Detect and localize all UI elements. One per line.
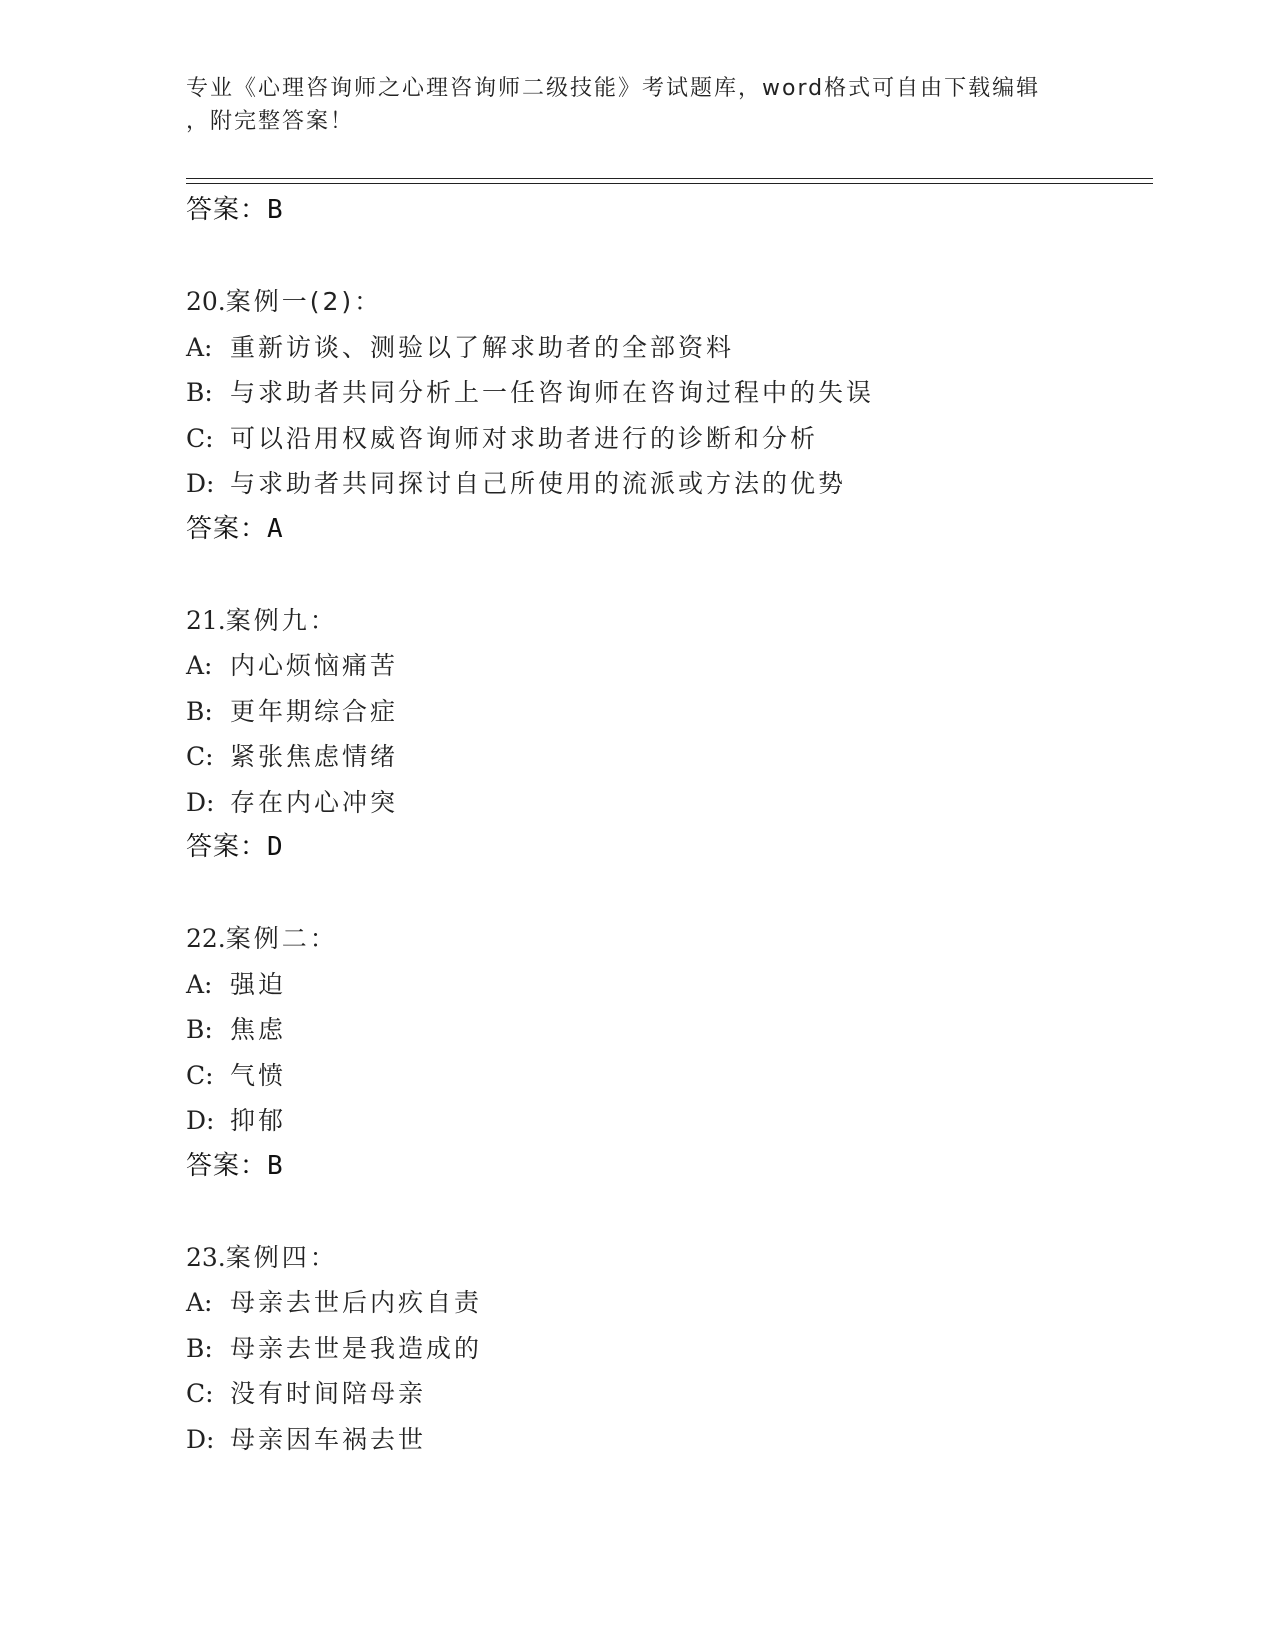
option-text: 更年期综合症: [230, 696, 399, 726]
option-text: 内心烦恼痛苦: [230, 651, 399, 680]
question-23: [186, 1235, 1146, 1463]
question-number: 22.: [186, 924, 226, 953]
option-text: 气愤: [230, 1060, 287, 1090]
question-number: 20.: [186, 287, 226, 316]
option-key: D:: [186, 787, 215, 817]
option-a: [186, 1280, 1146, 1326]
answer-label: 答案：: [186, 832, 268, 862]
option-c: [186, 734, 1146, 780]
option-key: B:: [186, 1333, 213, 1363]
option-d: [186, 1098, 1146, 1144]
option-key: A:: [186, 1288, 213, 1317]
option-b: [186, 1007, 1146, 1053]
option-text: 重新访谈、测验以了解求助者的全部资料: [230, 332, 735, 362]
option-a: [186, 325, 1146, 371]
option-key: B:: [186, 378, 213, 407]
option-key: B:: [186, 1015, 213, 1044]
document-header: [186, 72, 1076, 138]
option-c: [186, 416, 1146, 462]
option-text: 紧张焦虑情绪: [230, 742, 399, 771]
question-title: [186, 279, 1146, 325]
header-rule-top: [186, 178, 1153, 179]
option-key: D:: [186, 1106, 215, 1135]
question-answer: [186, 825, 1146, 870]
option-b: [186, 1326, 1146, 1372]
option-key: A:: [186, 332, 213, 362]
question-answer: [186, 1144, 1146, 1189]
header-line-1: 专业《心理咨询师之心理咨询师二级技能》考试题库，word格式可自由下载编辑: [186, 76, 1041, 101]
option-text: 没有时间陪母亲: [230, 1379, 427, 1408]
option-c: [186, 1371, 1146, 1417]
question-22: [186, 916, 1146, 1189]
answer-value: B: [267, 195, 284, 225]
question-21: [186, 598, 1146, 871]
option-d: [186, 1417, 1146, 1463]
question-text: 案例一(2)：: [225, 287, 383, 316]
option-key: D:: [186, 469, 215, 498]
option-text: 抑郁: [230, 1106, 287, 1135]
option-text: 母亲去世后内疚自责: [230, 1288, 483, 1317]
answer-value: B: [267, 1150, 284, 1181]
option-a: [186, 643, 1146, 689]
option-key: D:: [186, 1424, 215, 1454]
option-key: C:: [186, 742, 214, 771]
option-d: [186, 461, 1146, 507]
option-a: [186, 962, 1146, 1008]
option-c: [186, 1053, 1146, 1099]
option-key: A:: [186, 969, 213, 999]
question-title: [186, 916, 1146, 962]
answer-label: 答案：: [186, 513, 268, 544]
question-text: 案例四：: [225, 1242, 338, 1272]
option-b: [186, 370, 1146, 416]
option-key: C:: [186, 1060, 214, 1090]
question-answer: [186, 507, 1146, 552]
option-key: B:: [186, 696, 213, 726]
option-text: 可以沿用权威咨询师对求助者进行的诊断和分析: [230, 423, 819, 453]
question-list: [186, 188, 1146, 1462]
option-text: 焦虑: [230, 1015, 287, 1044]
option-key: C:: [186, 423, 214, 453]
option-b: [186, 689, 1146, 735]
option-text: 与求助者共同探讨自己所使用的流派或方法的优势: [230, 469, 847, 498]
question-number: 23.: [186, 1242, 226, 1272]
option-text: 与求助者共同分析上一任咨询师在咨询过程中的失误: [230, 378, 875, 407]
header-line-2: ，附完整答案！: [186, 109, 355, 134]
header-rule-bottom: [186, 183, 1153, 184]
question-text: 案例二：: [225, 924, 338, 953]
option-key: C:: [186, 1379, 214, 1408]
question-number: 21.: [186, 605, 226, 635]
answer-value: D: [267, 832, 284, 862]
question-20: [186, 279, 1146, 552]
option-text: 强迫: [230, 969, 287, 999]
question-text: 案例九：: [225, 605, 338, 635]
question-title: [186, 598, 1146, 644]
option-text: 母亲去世是我造成的: [230, 1333, 483, 1363]
answer-value: A: [267, 513, 284, 544]
previous-answer: [186, 188, 1146, 233]
option-text: 存在内心冲突: [230, 787, 399, 817]
option-text: 母亲因车祸去世: [230, 1424, 427, 1454]
option-key: A:: [186, 651, 213, 680]
option-d: [186, 780, 1146, 826]
answer-label: 答案：: [186, 1150, 268, 1181]
question-title: [186, 1235, 1146, 1281]
answer-label: 答案：: [186, 195, 268, 225]
